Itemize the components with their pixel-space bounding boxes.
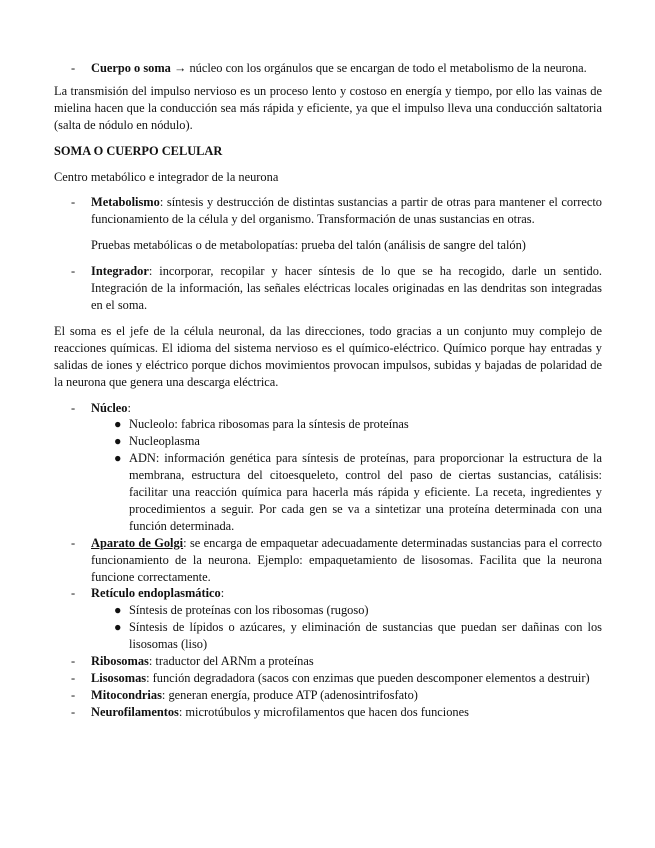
text-integrador: : incorporar, recopilar y hacer síntesis de lo que se ha recogido, darle un sentido. Integración de la información, las señales eléctricas locales originadas en las dendritas son integradas en el soma. <box>91 264 602 312</box>
list-item-ribosomas <box>54 653 602 670</box>
bullet-text: ADN: información genética para síntesis de proteínas, para proporcionar la estructura de la membrana, estructura del citoesqueleto, control del paso de ciertas sustancias, catálisis: facilitar una reacción química para hacerla más rápida y eficiente. La receta, ingredientes y procedimientos a seguir. Por cada gen se va a sintetizar una proteína determinada con una función determinada. <box>129 451 602 533</box>
term-neurofilamentos: Neurofilamentos <box>91 704 179 719</box>
dash-marker: - <box>71 400 76 415</box>
bullet-text: Síntesis de proteínas con los ribosomas (rugoso) <box>129 603 369 618</box>
bullet-text: Nucleoplasma <box>129 434 200 449</box>
bullet-dot-icon: ● <box>114 451 122 466</box>
suffix-nucleo: : <box>127 400 131 415</box>
list-item-integrador <box>54 263 602 314</box>
dash-marker: - <box>71 671 76 685</box>
bullet-dot-icon: ● <box>114 603 122 618</box>
suffix-reticulo: : <box>220 586 225 601</box>
dash-marker: - <box>71 264 76 279</box>
bullet-item-adn <box>54 450 602 535</box>
paragraph-transmision: La transmisión del impulso nervioso es un proceso lento y costoso en energía y tiempo, por ello las vainas de mielina hacen que la conducción sea más rápida y eficiente, ya que el impulso lleva una conducción saltatoria (salta de nódulo en nódulo). <box>54 83 602 132</box>
text-neurofilamentos: : microtúbulos y microfilamentos que hacen dos funciones <box>178 704 469 719</box>
bullet-text: Nucleolo: fabrica ribosomas para la síntesis de proteínas <box>129 417 409 432</box>
bullet-item-liso <box>54 619 602 653</box>
list-item-cuerpo-soma <box>54 60 602 77</box>
dash-marker: - <box>71 61 76 75</box>
bullet-dot-icon: ● <box>114 434 122 449</box>
section-intro: Centro metabólico e integrador de la neurona <box>54 169 279 184</box>
dash-marker: - <box>71 687 76 702</box>
bullet-item-nucleolo <box>54 416 602 433</box>
term-ribosomas: Ribosomas <box>91 654 149 669</box>
term-reticulo: Retículo endoplasmático <box>91 586 221 601</box>
list-item-reticulo <box>54 585 602 602</box>
bullet-text: Síntesis de lípidos o azúcares, y eliminación de sustancias que puedan ser dañinas con los lisosomas (liso) <box>129 620 602 652</box>
text-mitocondrias: : generan energía, produce ATP (adenosintrifosfato) <box>161 687 418 702</box>
reticulo-bullet-list <box>54 602 602 653</box>
bullet-dot-icon: ● <box>114 620 122 635</box>
nucleo-bullet-list <box>54 416 602 534</box>
note-metabolopatias: Pruebas metabólicas o de metabolopatías: prueba del talón (análisis de sangre del talón) <box>91 238 526 253</box>
section-heading-soma: SOMA O CUERPO CELULAR <box>54 143 223 158</box>
term-integrador: Integrador <box>91 264 149 279</box>
list-item-neurofilamentos <box>54 704 602 721</box>
bullet-item-nucleoplasma <box>54 433 602 450</box>
list-item-metabolismo <box>54 194 602 228</box>
term-lisosomas: Lisosomas <box>91 671 147 685</box>
text-golgi: : se encarga de empaquetar adecuadamente determinadas sustancias para el correcto funcionamiento de la neurona. Ejemplo: empaquetamiento de lisosomas. Facilita que la neurona funcione correctamente. <box>91 535 602 584</box>
term-golgi: Aparato de Golgi <box>91 535 184 550</box>
text-ribosomas: : traductor del ARNm a proteínas <box>148 654 314 669</box>
list-item-nucleo <box>54 400 602 417</box>
bullet-item-rugoso <box>54 602 602 619</box>
dash-marker: - <box>71 704 76 719</box>
text-cuerpo-soma: → núcleo con los orgánulos que se encargan de todo el metabolismo de la neurona. <box>170 61 587 75</box>
document-page <box>54 60 602 721</box>
text-lisosomas: : función degradadora (sacos con enzimas que pueden descomponer elementos a destruir) <box>146 671 590 685</box>
text-metabolismo: : síntesis y destrucción de distintas sustancias a partir de otras para mantener el correcto funcionamiento de la célula y del organismo. Transformación de unas sustancias en otras. <box>91 195 602 227</box>
term-cuerpo-soma: Cuerpo o soma <box>91 61 171 75</box>
dash-marker: - <box>71 195 76 210</box>
paragraph-soma-jefe: El soma es el jefe de la célula neuronal, da las direcciones, todo gracias a un conjunto muy complejo de reacciones químicas. El idioma del sistema nervioso es el químico-eléctrico. Químico porque hay entradas y salidas de iones y eléctrico porque dichos movimientos provocan impulsos, subidas y bajadas de polaridad de la neurona que genera una descarga eléctrica. <box>54 323 602 389</box>
list-item-mitocondrias <box>54 687 602 704</box>
term-nucleo: Núcleo <box>91 400 128 415</box>
dash-marker: - <box>71 654 76 669</box>
list-item-lisosomas <box>54 670 602 687</box>
bullet-dot-icon: ● <box>114 417 122 432</box>
dash-marker: - <box>71 586 76 601</box>
term-mitocondrias: Mitocondrias <box>91 687 162 702</box>
term-metabolismo: Metabolismo <box>91 195 160 210</box>
list-item-golgi <box>54 535 602 586</box>
dash-marker: - <box>71 535 76 550</box>
